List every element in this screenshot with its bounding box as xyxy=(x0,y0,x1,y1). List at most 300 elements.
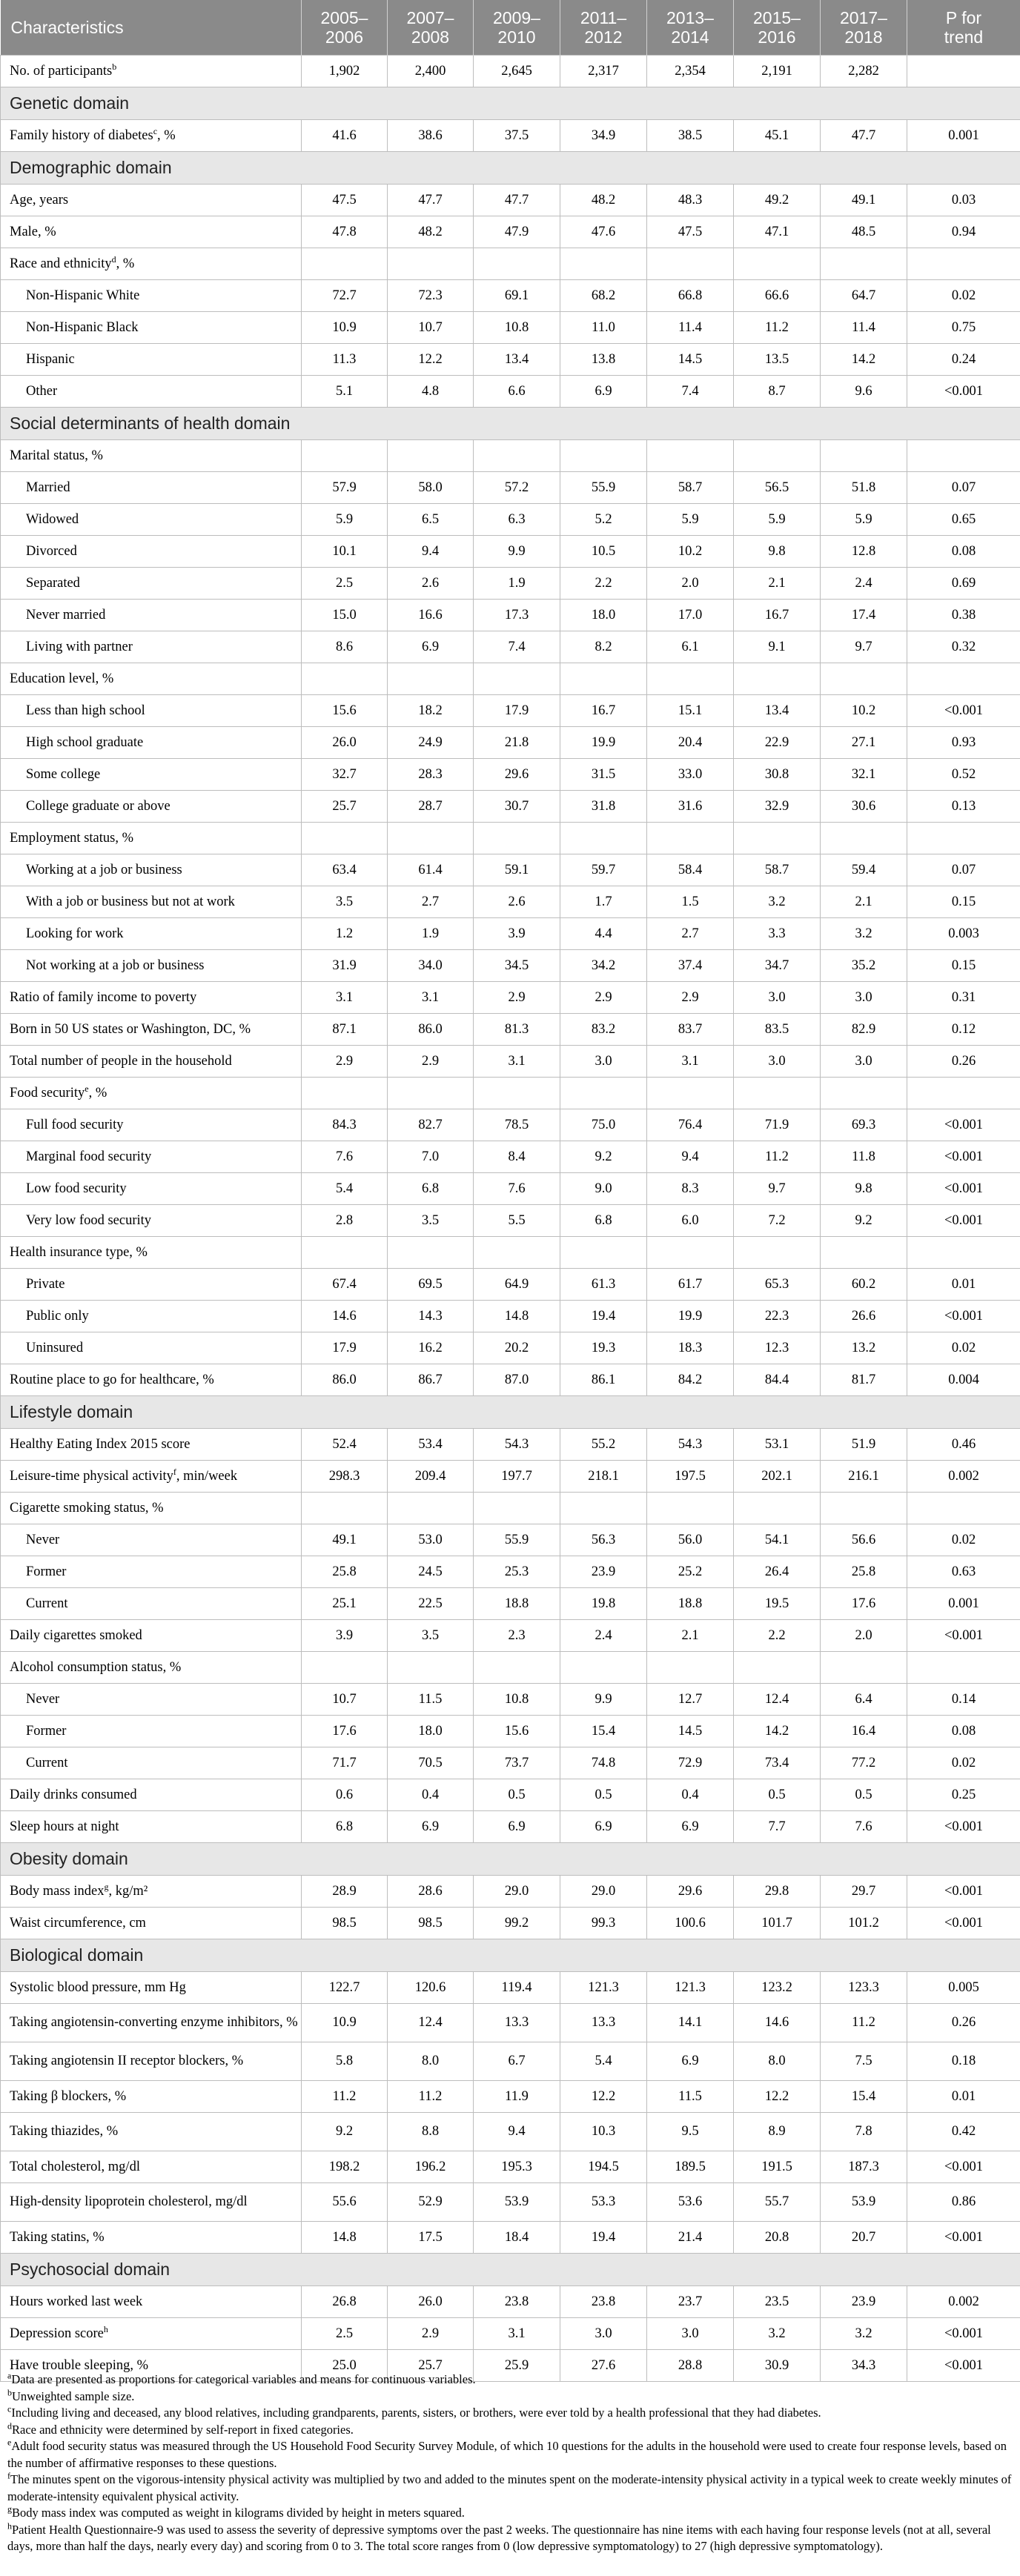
value-cell: 57.9 xyxy=(302,472,388,504)
value-cell: 35.2 xyxy=(821,950,907,982)
value-cell: 121.3 xyxy=(647,1972,734,2004)
value-cell: 23.8 xyxy=(474,2286,560,2318)
value-cell: 198.2 xyxy=(302,2151,388,2183)
value-cell: 9.5 xyxy=(647,2113,734,2151)
value-cell: 0.5 xyxy=(734,1779,821,1811)
row-label: Routine place to go for healthcare, % xyxy=(10,1372,214,1387)
row-label-cell xyxy=(1,1078,302,1109)
value-cell: 19.9 xyxy=(647,1301,734,1332)
row-label: Never married xyxy=(26,607,106,623)
value-cell: 11.2 xyxy=(388,2081,474,2113)
value-cell: 56.3 xyxy=(560,1524,647,1556)
value-cell: 47.1 xyxy=(734,216,821,248)
footnote xyxy=(7,2389,1017,2406)
value-cell xyxy=(647,823,734,854)
table-row xyxy=(1,2004,1020,2042)
row-label-cell xyxy=(1,2004,302,2042)
value-cell: 8.2 xyxy=(560,631,647,663)
table-row xyxy=(1,1205,1020,1237)
row-label: Full food security xyxy=(26,1117,124,1132)
value-cell: 28.6 xyxy=(388,1876,474,1908)
value-cell xyxy=(821,823,907,854)
value-cell: 3.5 xyxy=(388,1620,474,1652)
value-cell: 20.4 xyxy=(647,727,734,759)
footnote-text: The minutes spent on the vigorous-intensity physical activity was multiplied by two and added to the minutes spent on the moderate-intensity physical activity in a typical week to create weekly minutes of moderate-intensity equivalent physical activity. xyxy=(7,2472,1012,2503)
value-cell: 3.3 xyxy=(734,918,821,950)
value-cell: 25.1 xyxy=(302,1588,388,1620)
footnote-letter: e xyxy=(7,2437,12,2448)
row-label-cell xyxy=(1,2042,302,2081)
value-cell: 19.4 xyxy=(560,1301,647,1332)
row-label-cell xyxy=(1,791,302,823)
value-cell: 9.6 xyxy=(821,376,907,408)
header-period: 2017– 2018 xyxy=(821,0,907,56)
value-cell: 63.4 xyxy=(302,854,388,886)
row-label: Uninsured xyxy=(26,1340,84,1355)
value-cell xyxy=(560,1493,647,1524)
table-row xyxy=(1,2081,1020,2113)
row-label: Hours worked last week xyxy=(10,2294,143,2309)
value-cell: 2,354 xyxy=(647,56,734,87)
value-cell: 0.4 xyxy=(647,1779,734,1811)
footnote xyxy=(7,2522,1017,2555)
value-cell: 55.2 xyxy=(560,1429,647,1461)
p-trend-cell xyxy=(907,1652,1020,1684)
footnote-text: Race and ethnicity were determined by self-report in fixed categories. xyxy=(12,2422,354,2437)
value-cell xyxy=(388,823,474,854)
value-cell: 17.6 xyxy=(821,1588,907,1620)
value-cell: 23.9 xyxy=(560,1556,647,1588)
value-cell: 53.9 xyxy=(821,2183,907,2222)
value-cell: 6.9 xyxy=(388,1811,474,1843)
value-cell: 18.2 xyxy=(388,695,474,727)
table-row xyxy=(1,2318,1020,2350)
value-cell: 77.2 xyxy=(821,1747,907,1779)
value-cell: 7.5 xyxy=(821,2042,907,2081)
value-cell: 7.6 xyxy=(474,1173,560,1205)
table-row xyxy=(1,1588,1020,1620)
row-label: Married xyxy=(26,479,70,495)
value-cell: 48.5 xyxy=(821,216,907,248)
value-cell: 20.8 xyxy=(734,2222,821,2254)
value-cell: 47.7 xyxy=(821,120,907,152)
value-cell: 13.4 xyxy=(474,344,560,376)
value-cell xyxy=(734,248,821,280)
value-cell xyxy=(474,1237,560,1269)
value-cell: 17.6 xyxy=(302,1716,388,1747)
value-cell xyxy=(821,1237,907,1269)
row-label: Marginal food security xyxy=(26,1149,152,1164)
value-cell: 122.7 xyxy=(302,1972,388,2004)
p-trend-cell: 0.18 xyxy=(907,2042,1020,2081)
value-cell: 7.4 xyxy=(647,376,734,408)
value-cell: 59.1 xyxy=(474,854,560,886)
value-cell: 17.3 xyxy=(474,600,560,631)
value-cell: 11.4 xyxy=(647,312,734,344)
value-cell: 14.2 xyxy=(821,344,907,376)
value-cell: 195.3 xyxy=(474,2151,560,2183)
value-cell: 2.0 xyxy=(647,568,734,600)
table-row xyxy=(1,1429,1020,1461)
footnote-marker: b xyxy=(112,61,117,72)
table-row xyxy=(1,2151,1020,2183)
p-trend-cell: 0.005 xyxy=(907,1972,1020,2004)
row-label: Born in 50 US states or Washington, DC, % xyxy=(10,1021,251,1037)
value-cell: 13.3 xyxy=(474,2004,560,2042)
value-cell: 9.2 xyxy=(302,2113,388,2151)
row-label-cell xyxy=(1,2183,302,2222)
value-cell: 68.2 xyxy=(560,280,647,312)
value-cell xyxy=(647,1078,734,1109)
value-cell: 29.7 xyxy=(821,1876,907,1908)
value-cell: 9.4 xyxy=(388,536,474,568)
row-label-cell xyxy=(1,248,302,280)
value-cell: 14.8 xyxy=(302,2222,388,2254)
value-cell: 8.0 xyxy=(388,2042,474,2081)
value-cell: 10.1 xyxy=(302,536,388,568)
value-cell: 2.3 xyxy=(474,1620,560,1652)
value-cell: 5.2 xyxy=(560,504,647,536)
domain-section-row xyxy=(1,1843,1020,1876)
row-label: Other xyxy=(26,383,58,399)
value-cell: 3.1 xyxy=(647,1046,734,1078)
value-cell xyxy=(560,1237,647,1269)
value-cell: 14.5 xyxy=(647,344,734,376)
row-label-unit: , kg/m² xyxy=(108,1883,148,1899)
value-cell: 29.6 xyxy=(647,1876,734,1908)
footnote xyxy=(7,2371,1017,2389)
value-cell: 54.3 xyxy=(474,1429,560,1461)
row-label: Healthy Eating Index 2015 score xyxy=(10,1436,191,1452)
value-cell: 19.4 xyxy=(560,2222,647,2254)
row-label-cell xyxy=(1,759,302,791)
value-cell xyxy=(560,1652,647,1684)
row-label: Taking β blockers, % xyxy=(10,2088,127,2104)
value-cell xyxy=(734,440,821,472)
value-cell: 58.4 xyxy=(647,854,734,886)
header-p-for-trend: P for trend xyxy=(907,0,1020,56)
value-cell: 86.0 xyxy=(302,1364,388,1396)
table-row xyxy=(1,1461,1020,1493)
value-cell: 9.2 xyxy=(560,1141,647,1173)
value-cell: 47.5 xyxy=(647,216,734,248)
value-cell: 9.7 xyxy=(821,631,907,663)
header-period: 2009– 2010 xyxy=(474,0,560,56)
value-cell: 13.4 xyxy=(734,695,821,727)
p-trend-cell: <0.001 xyxy=(907,1205,1020,1237)
header-period: 2011– 2012 xyxy=(560,0,647,56)
header-period: 2015– 2016 xyxy=(734,0,821,56)
table-row xyxy=(1,504,1020,536)
p-trend-cell: 0.93 xyxy=(907,727,1020,759)
value-cell: 17.4 xyxy=(821,600,907,631)
value-cell: 18.0 xyxy=(560,600,647,631)
table-row xyxy=(1,1269,1020,1301)
value-cell: 197.5 xyxy=(647,1461,734,1493)
header-period: 2005– 2006 xyxy=(302,0,388,56)
row-label: Working at a job or business xyxy=(26,862,182,877)
table-footnotes xyxy=(0,2371,1017,2555)
value-cell: 34.7 xyxy=(734,950,821,982)
value-cell xyxy=(388,1237,474,1269)
value-cell xyxy=(474,1078,560,1109)
row-label: Alcohol consumption status, % xyxy=(10,1659,182,1675)
table-row xyxy=(1,1078,1020,1109)
value-cell: 6.3 xyxy=(474,504,560,536)
value-cell: 69.1 xyxy=(474,280,560,312)
value-cell xyxy=(821,1078,907,1109)
p-trend-cell: 0.15 xyxy=(907,886,1020,918)
row-label-cell xyxy=(1,1972,302,2004)
value-cell: 66.8 xyxy=(647,280,734,312)
table-row xyxy=(1,2042,1020,2081)
table-row xyxy=(1,440,1020,472)
row-label-cell xyxy=(1,1493,302,1524)
value-cell: 11.4 xyxy=(821,312,907,344)
value-cell: 6.9 xyxy=(647,2042,734,2081)
value-cell: 66.6 xyxy=(734,280,821,312)
value-cell: 6.8 xyxy=(388,1173,474,1205)
value-cell: 48.2 xyxy=(388,216,474,248)
value-cell: 26.0 xyxy=(388,2286,474,2318)
row-label-cell xyxy=(1,854,302,886)
row-label-cell xyxy=(1,1684,302,1716)
table-body xyxy=(1,56,1020,2382)
value-cell: 17.0 xyxy=(647,600,734,631)
row-label-cell xyxy=(1,1461,302,1493)
value-cell xyxy=(302,1078,388,1109)
value-cell: 64.7 xyxy=(821,280,907,312)
value-cell xyxy=(734,1652,821,1684)
value-cell: 30.8 xyxy=(734,759,821,791)
domain-section-label: Biological domain xyxy=(1,1939,1020,1972)
value-cell: 34.3 xyxy=(821,2350,907,2382)
p-trend-cell: 0.26 xyxy=(907,1046,1020,1078)
row-label-cell xyxy=(1,2081,302,2113)
p-trend-cell: 0.12 xyxy=(907,1014,1020,1046)
value-cell: 3.5 xyxy=(388,1205,474,1237)
value-cell xyxy=(302,248,388,280)
value-cell: 2.4 xyxy=(821,568,907,600)
p-trend-cell: 0.003 xyxy=(907,918,1020,950)
row-label: Current xyxy=(26,1596,68,1611)
value-cell: 11.2 xyxy=(821,2004,907,2042)
table-row xyxy=(1,472,1020,504)
value-cell xyxy=(647,663,734,695)
row-label: Non-Hispanic Black xyxy=(26,319,139,335)
value-cell: 5.1 xyxy=(302,376,388,408)
value-cell: 4.8 xyxy=(388,376,474,408)
value-cell xyxy=(474,440,560,472)
value-cell: 0.6 xyxy=(302,1779,388,1811)
value-cell xyxy=(302,440,388,472)
footnote-letter: f xyxy=(7,2470,10,2481)
row-label: Leisure-time physical activity xyxy=(10,1468,173,1484)
value-cell: 19.3 xyxy=(560,1332,647,1364)
table-row xyxy=(1,1301,1020,1332)
value-cell: 55.7 xyxy=(734,2183,821,2222)
table-row xyxy=(1,950,1020,982)
value-cell: 48.3 xyxy=(647,185,734,216)
value-cell: 6.9 xyxy=(560,376,647,408)
domain-section-label: Lifestyle domain xyxy=(1,1396,1020,1429)
value-cell: 34.0 xyxy=(388,950,474,982)
value-cell: 1.2 xyxy=(302,918,388,950)
value-cell xyxy=(474,823,560,854)
row-label-unit: , % xyxy=(116,256,135,271)
table-row xyxy=(1,2113,1020,2151)
table-row xyxy=(1,1620,1020,1652)
row-label-cell xyxy=(1,1747,302,1779)
value-cell: 37.5 xyxy=(474,120,560,152)
table-row xyxy=(1,823,1020,854)
value-cell: 28.3 xyxy=(388,759,474,791)
row-label-cell xyxy=(1,56,302,87)
row-label: Systolic blood pressure, mm Hg xyxy=(10,1979,186,1995)
value-cell: 7.6 xyxy=(821,1811,907,1843)
value-cell: 26.6 xyxy=(821,1301,907,1332)
row-label: Food security xyxy=(10,1085,85,1101)
value-cell: 59.4 xyxy=(821,854,907,886)
value-cell: 216.1 xyxy=(821,1461,907,1493)
p-trend-cell: 0.08 xyxy=(907,536,1020,568)
value-cell: 11.8 xyxy=(821,1141,907,1173)
value-cell: 20.7 xyxy=(821,2222,907,2254)
row-label: Depression score xyxy=(10,2326,104,2341)
p-trend-cell: <0.001 xyxy=(907,2350,1020,2382)
table-row xyxy=(1,216,1020,248)
value-cell: 54.1 xyxy=(734,1524,821,1556)
row-label: Separated xyxy=(26,575,80,591)
value-cell: 6.9 xyxy=(647,1811,734,1843)
table-row xyxy=(1,120,1020,152)
p-trend-cell: 0.38 xyxy=(907,600,1020,631)
value-cell: 3.2 xyxy=(734,886,821,918)
value-cell: 11.2 xyxy=(302,2081,388,2113)
value-cell: 23.9 xyxy=(821,2286,907,2318)
value-cell: 56.0 xyxy=(647,1524,734,1556)
table-row xyxy=(1,1747,1020,1779)
row-label: Total cholesterol, mg/dl xyxy=(10,2159,140,2174)
value-cell xyxy=(388,663,474,695)
table-row xyxy=(1,1684,1020,1716)
value-cell: 29.8 xyxy=(734,1876,821,1908)
value-cell: 3.0 xyxy=(647,2318,734,2350)
value-cell: 3.0 xyxy=(821,982,907,1014)
footnote xyxy=(7,2505,1017,2522)
p-trend-cell: 0.31 xyxy=(907,982,1020,1014)
value-cell: 6.0 xyxy=(647,1205,734,1237)
table-row xyxy=(1,1046,1020,1078)
p-trend-cell: 0.42 xyxy=(907,2113,1020,2151)
value-cell: 121.3 xyxy=(560,1972,647,2004)
row-label-cell xyxy=(1,344,302,376)
row-label-cell xyxy=(1,312,302,344)
row-label-cell xyxy=(1,185,302,216)
value-cell: 47.6 xyxy=(560,216,647,248)
value-cell: 5.9 xyxy=(734,504,821,536)
value-cell: 15.6 xyxy=(474,1716,560,1747)
row-label: No. of participants xyxy=(10,63,113,79)
value-cell: 11.0 xyxy=(560,312,647,344)
p-trend-cell: 0.02 xyxy=(907,280,1020,312)
p-trend-cell: 0.001 xyxy=(907,1588,1020,1620)
value-cell: 16.7 xyxy=(560,695,647,727)
table-row xyxy=(1,1716,1020,1747)
value-cell: 3.0 xyxy=(560,1046,647,1078)
row-label: Body mass index xyxy=(10,1883,105,1899)
value-cell: 14.3 xyxy=(388,1301,474,1332)
value-cell: 8.0 xyxy=(734,2042,821,2081)
footnote-text: Data are presented as proportions for categorical variables and means for continuous variables. xyxy=(11,2372,476,2386)
value-cell: 3.9 xyxy=(302,1620,388,1652)
value-cell: 37.4 xyxy=(647,950,734,982)
value-cell: 47.5 xyxy=(302,185,388,216)
value-cell: 86.0 xyxy=(388,1014,474,1046)
value-cell: 32.1 xyxy=(821,759,907,791)
value-cell: 14.2 xyxy=(734,1716,821,1747)
value-cell: 2.8 xyxy=(302,1205,388,1237)
row-label-cell xyxy=(1,950,302,982)
value-cell: 30.9 xyxy=(734,2350,821,2382)
value-cell: 11.5 xyxy=(388,1684,474,1716)
table-row xyxy=(1,918,1020,950)
value-cell: 2.7 xyxy=(388,886,474,918)
value-cell: 73.4 xyxy=(734,1747,821,1779)
value-cell: 16.4 xyxy=(821,1716,907,1747)
p-trend-cell: 0.32 xyxy=(907,631,1020,663)
row-label: Cigarette smoking status, % xyxy=(10,1500,164,1516)
value-cell: 17.9 xyxy=(302,1332,388,1364)
header-period: 2007– 2008 xyxy=(388,0,474,56)
value-cell: 83.7 xyxy=(647,1014,734,1046)
row-label-cell xyxy=(1,1556,302,1588)
row-label: Some college xyxy=(26,766,101,782)
value-cell xyxy=(560,663,647,695)
p-trend-cell: 0.14 xyxy=(907,1684,1020,1716)
value-cell: 86.7 xyxy=(388,1364,474,1396)
row-label-cell xyxy=(1,631,302,663)
value-cell: 56.6 xyxy=(821,1524,907,1556)
table-row xyxy=(1,1364,1020,1396)
row-label-cell xyxy=(1,663,302,695)
value-cell: 8.6 xyxy=(302,631,388,663)
row-label-unit: , % xyxy=(88,1085,107,1101)
row-label-cell xyxy=(1,1364,302,1396)
value-cell: 15.6 xyxy=(302,695,388,727)
row-label: Widowed xyxy=(26,511,79,527)
value-cell: 3.0 xyxy=(734,982,821,1014)
value-cell: 189.5 xyxy=(647,2151,734,2183)
p-trend-cell: 0.26 xyxy=(907,2004,1020,2042)
table-row xyxy=(1,1779,1020,1811)
value-cell xyxy=(560,1078,647,1109)
row-label-cell xyxy=(1,2151,302,2183)
value-cell: 2.1 xyxy=(734,568,821,600)
value-cell: 98.5 xyxy=(388,1908,474,1939)
value-cell: 51.8 xyxy=(821,472,907,504)
value-cell: 14.1 xyxy=(647,2004,734,2042)
value-cell xyxy=(302,663,388,695)
value-cell: 31.9 xyxy=(302,950,388,982)
p-trend-cell: 0.15 xyxy=(907,950,1020,982)
p-trend-cell: 0.02 xyxy=(907,1747,1020,1779)
value-cell xyxy=(302,1652,388,1684)
value-cell: 13.5 xyxy=(734,344,821,376)
row-label-cell xyxy=(1,918,302,950)
value-cell: 2.5 xyxy=(302,568,388,600)
value-cell: 98.5 xyxy=(302,1908,388,1939)
